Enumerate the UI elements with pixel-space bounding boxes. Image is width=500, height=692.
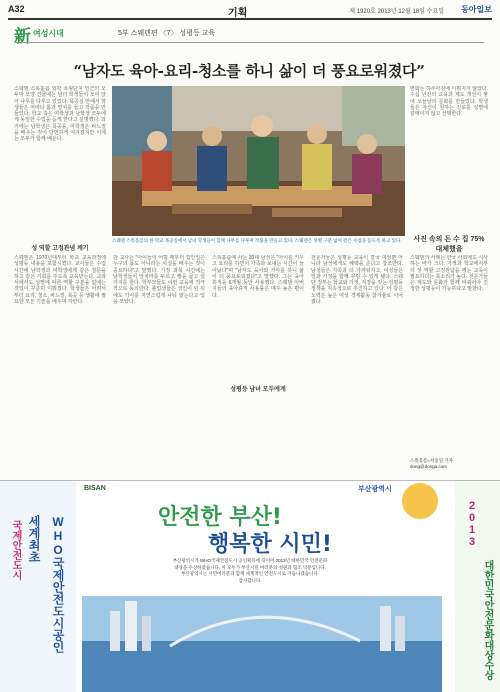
sponsor-logo-bisan: BISAN — [84, 485, 106, 492]
photo-caption: 스웨덴 스톡홀름의 한 학교 목공실에서 남녀 학생들이 함께 나무를 다루며 작품을 만들고 있다. 스웨덴은 성별 구분 없이 같은 수업을 듣도록 하고 있다. — [112, 238, 402, 243]
article-column-4 — [311, 255, 403, 475]
paragraph: 한 교사는 "아이들이 어릴 때부터 집안일은 누구의 몫도 아니라는 사실을 배우는 것이 중요하다"고 말했다. 가정 과목 시간에는 남학생들이 앞치마를 두르고 빵을 굽고 설거지를 한다. 학부모들도 이런 교육에 적극적으로 동의한다. 졸업생들은 성인이 된 뒤에도 가사를 자연스럽게 나눠 맡는다고 입을 모았다. — [113, 255, 205, 306]
ad-line: 부산광역시가 WHO국제안전도시 공인획득에 뒤이어 2013년 대한민국 안전문화 — [172, 558, 328, 563]
section-name: 기획 — [228, 8, 248, 19]
sponsor-logo-busan: 부산광역시 — [358, 486, 392, 493]
ad-vertical-text: 국제안전도시 — [10, 520, 21, 580]
paragraph: 스웨덴은 1970년대부터 학교 교육과정에 성평등 내용을 포함시켰다. 교사들은 수업 시간에 남학생과 여학생에게 같은 질문을 하고 같은 기회를 주도록 교육받는다. 교과서에서도 성별에 따른 역할 구분을 없애는 작업이 꾸준히 이뤄졌다. 학생들은 어려서부터 요리, 청소, 바느질, 목공 등 생활에 필요한 모든 기술을 배우며 자란다. — [14, 255, 106, 306]
newspaper-name: 동아일보 — [461, 5, 492, 14]
ad-body-text — [120, 558, 380, 584]
article-column-5 — [410, 86, 488, 226]
paragraph: 스웨덴의 사례는 한국 사회에도 시사하는 바가 크다. 가정과 학교에서부터 성 역할 고정관념을 깨는 교육이 필요하다는 목소리가 높다. 전문가들은 제도와 문화가 함께 바뀌어야 진정한 성평등이 가능하다고 말한다. — [410, 255, 488, 293]
ad-vertical-award: 대한민국안전문화대상수상 — [482, 560, 493, 680]
article-photo — [112, 86, 405, 236]
ad-slogan-2: 행복한 시민! — [208, 532, 332, 557]
subheading: 성평등 남녀 모두에게 — [230, 387, 286, 393]
ad-slogan-1: 안전한 부산! — [158, 505, 282, 530]
article-column-1b — [14, 255, 106, 475]
article-column-3 — [212, 255, 304, 475]
photo-illustration — [112, 86, 405, 236]
subheading: 성 역할 고정관념 깨기 — [31, 246, 89, 252]
article-column-5b — [410, 255, 488, 455]
ad-vertical-text: 세계최초 — [27, 515, 41, 563]
subheading: 사진 속의 돈 수 집 75% 대체했을 — [413, 236, 485, 253]
series-name: 여성시대 — [33, 29, 64, 38]
paragraph: 스톡홀름에 사는 30대 남성은 "아이를 키우고 요리를 하면서 가족과 보내는 시간이 늘어났다"며 "남자도 육아와 가사를 하니 삶이 더 풍요로워졌다"고 말했다. 그는 육아휴직을 6개월 동안 사용했다. 스웨덴 아버지들의 육아휴직 사용률은 매우 높은 편이다. — [212, 255, 304, 299]
ad-line: 대상을 수상하였습니다. 이 모두가 부산시민 여러분의 성원과 협조 덕분입니다. — [174, 564, 326, 570]
ad-line: 감사합니다. — [238, 577, 262, 583]
paragraph: 변화는 하루아침에 이뤄지지 않았다. 수십 년간의 교육과 제도 개선이 쌓여 오늘날의 문화를 만들었다. 학생들은 자신이 원하는 진로를 성별에 얽매이지 않고 선택한다. — [410, 86, 488, 118]
byline: 스톡홀름=서동일 기자 dong@donga.com — [410, 458, 454, 469]
ad-vertical-text: WHO국제안전도시공인 — [51, 515, 65, 653]
page-header — [8, 4, 492, 20]
ad-vertical-year: 2013 — [466, 500, 478, 548]
page-number: A32 — [8, 4, 25, 14]
headline: “남자도 육아-요리-청소를 하니 삶이 더 풍요로워졌다” — [73, 62, 425, 80]
article-column-2 — [113, 255, 205, 475]
divider — [14, 42, 484, 43]
issue-date: 제 1920호 2013년 12월 18일 수요일 — [349, 9, 444, 15]
series-subtitle: 5부 스웨덴편 〈7〉 성평등 교육 — [118, 30, 216, 37]
paragraph: 스웨덴 스톡홀름 외곽 쇼핑단지 인근의 오두막 모양 건물에는 남녀 학생들이 모여 앉아 나무를 다루고 있었다. 목공실 안에서 학생들은 저마다 톱과 망치를 들고 작품을 만들었다. 학교 측은 여학생과 남학생 모두에게 동일한 수업을 듣게 한다고 설명했다. 과거에는 남학생은 목공을, 여학생은 바느질을 배우는 것이 당연하게 여겨졌지만 이제는 모두가 함께 배운다. — [14, 86, 106, 143]
ad-line: 부산광역시는 시민여러분과 함께 세계적인 안전도시로 거듭나겠습니다. — [181, 571, 319, 576]
series-mark: 新 — [14, 27, 31, 47]
article-column-1 — [14, 86, 106, 232]
paragraph: 전문가들은 성평등 교육이 결국 여성뿐 아니라 남성에게도 혜택을 준다고 강조한다. 남성들은 가족과 더 가까워지고, 여성들은 일과 가정을 함께 꾸릴 수 있게 됐다. 스웨덴 정부는 학교와 가정, 직장을 잇는 성평등 정책을 지속적으로 추진하고 있다. 이 같은 노력은 높은 여성 경제활동 참가율로 이어졌다. — [311, 255, 403, 306]
